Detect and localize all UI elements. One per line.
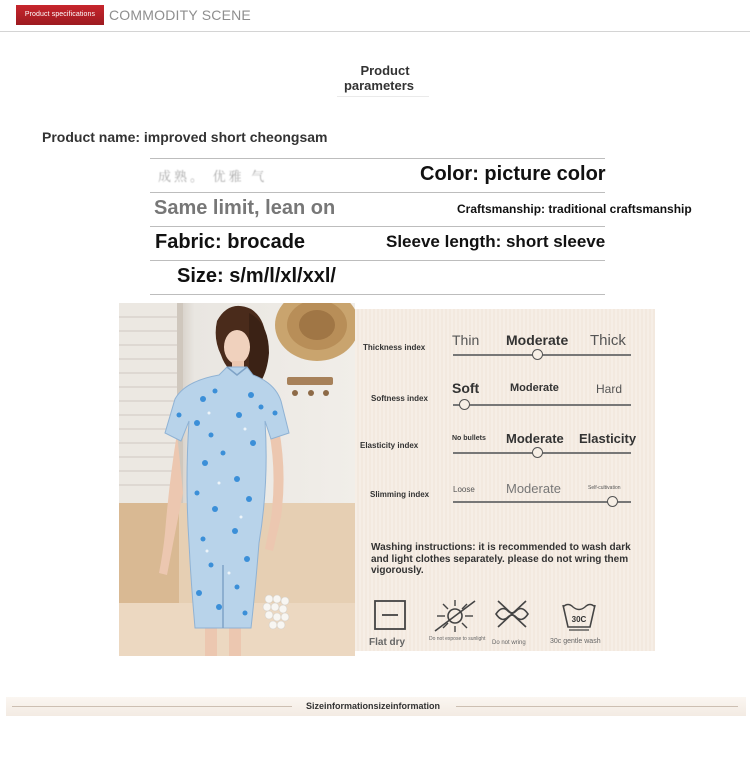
slimming-level-moderate: Moderate bbox=[506, 481, 561, 496]
slimming-slider-knob bbox=[607, 496, 618, 507]
no-wring-icon bbox=[492, 599, 532, 629]
product-photo bbox=[119, 303, 355, 656]
size-information-label: Sizeinformationsizeinformation bbox=[306, 701, 441, 711]
elasticity-level-moderate: Moderate bbox=[506, 431, 564, 446]
slimming-index-label: Slimming index bbox=[370, 490, 430, 499]
spec-row-divider bbox=[150, 226, 605, 227]
slimming-slider-track bbox=[453, 501, 631, 503]
care-item-flat-dry bbox=[373, 599, 407, 636]
slimming-level-self-cultivation: Self-cultivation bbox=[588, 485, 621, 491]
spec-fabric: Fabric: brocade bbox=[155, 231, 306, 253]
care-item-no-wring bbox=[492, 599, 532, 634]
no-sunlight-label: Do not expose to sunlight bbox=[429, 636, 486, 642]
footer-divider-left bbox=[12, 706, 292, 707]
spec-sleeve-length: Sleeve length: short sleeve bbox=[386, 232, 606, 251]
softness-level-soft: Soft bbox=[452, 380, 480, 396]
section-title-line1: Product bbox=[360, 63, 410, 78]
blurred-style-text: 成熟。 优雅 气 bbox=[158, 169, 268, 184]
page-header bbox=[0, 0, 750, 34]
section-title bbox=[335, 63, 435, 93]
thickness-level-moderate: Moderate bbox=[506, 332, 569, 348]
thickness-level-thin: Thin bbox=[452, 332, 480, 348]
section-title-line2: parameters bbox=[343, 78, 415, 93]
fabric-index-panel bbox=[355, 309, 655, 651]
care-item-gentle-wash bbox=[560, 599, 598, 636]
gentle-wash-icon bbox=[560, 599, 598, 631]
spec-size: Size: s/m/l/xl/xxl/ bbox=[177, 265, 336, 287]
softness-level-moderate: Moderate bbox=[510, 382, 559, 394]
spec-row-divider bbox=[150, 158, 605, 159]
thickness-slider-knob bbox=[532, 349, 543, 360]
no-wring-label: Do not wring bbox=[492, 640, 526, 646]
elasticity-slider-knob bbox=[532, 447, 543, 458]
elasticity-index-label: Elasticity index bbox=[360, 441, 419, 450]
flat-dry-icon bbox=[373, 599, 407, 631]
product-specifications-tag: Product specifications bbox=[16, 5, 104, 25]
footer-divider-right bbox=[456, 706, 738, 707]
product-name: Product name: improved short cheongsam bbox=[42, 129, 328, 145]
gentle-wash-label: 30c gentle wash bbox=[550, 638, 601, 645]
title-underline bbox=[337, 96, 429, 97]
straw-hat bbox=[275, 303, 355, 361]
softness-slider-knob bbox=[459, 399, 470, 410]
elasticity-level-elasticity: Elasticity bbox=[579, 431, 637, 446]
slimming-level-loose: Loose bbox=[453, 485, 475, 494]
no-sunlight-icon bbox=[431, 599, 479, 633]
softness-level-hard: Hard bbox=[596, 382, 623, 396]
spec-craftsmanship: Craftsmanship: traditional craftsmanship bbox=[457, 202, 692, 216]
softness-index-label: Softness index bbox=[371, 394, 428, 403]
commodity-scene-label: COMMODITY SCENE bbox=[109, 7, 251, 23]
care-item-no-sunlight bbox=[431, 599, 479, 638]
header-divider bbox=[0, 31, 750, 32]
spec-color: Color: picture color bbox=[420, 163, 606, 185]
washing-instructions: Washing instructions: it is recommended to wash dark and light clothes separately. please do not wring them vigorously. bbox=[371, 542, 631, 576]
spec-row-divider bbox=[150, 294, 605, 295]
cheongsam-model-illustration bbox=[119, 303, 355, 656]
thickness-level-thick: Thick bbox=[590, 332, 626, 349]
gentle-wash-temperature: 30C bbox=[571, 615, 587, 624]
thickness-index-label: Thickness index bbox=[363, 343, 426, 352]
elasticity-level-no-bullets: No bullets bbox=[452, 435, 486, 442]
spec-row-divider bbox=[150, 260, 605, 261]
softness-slider-track bbox=[453, 404, 631, 406]
spec-row-divider bbox=[150, 192, 605, 193]
flat-dry-label: Flat dry bbox=[369, 637, 406, 648]
spec-same-limit: Same limit, lean on bbox=[154, 197, 336, 219]
